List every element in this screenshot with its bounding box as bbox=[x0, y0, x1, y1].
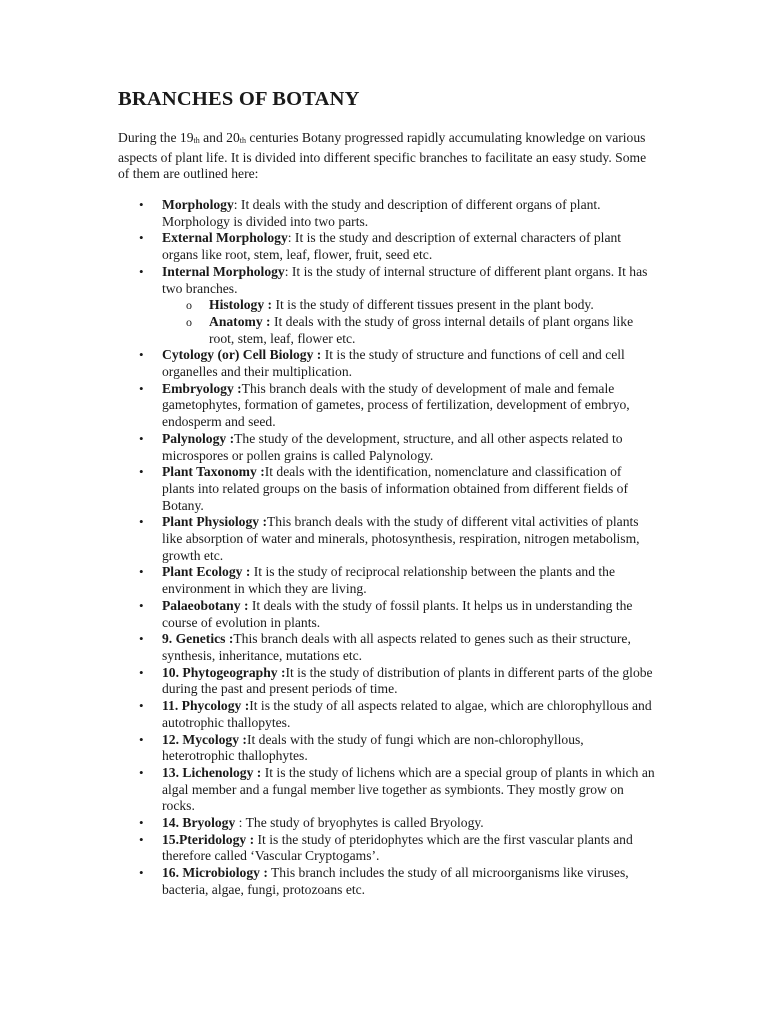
list-item bbox=[0, 765, 657, 815]
list-item bbox=[0, 264, 657, 348]
list-item bbox=[0, 665, 657, 698]
page-title: BRANCHES OF BOTANY bbox=[118, 88, 360, 110]
list-item bbox=[0, 815, 657, 832]
item-term: Palaeobotany : bbox=[162, 597, 249, 613]
item-term: 13. Lichenology : bbox=[162, 764, 262, 780]
item-term: Histology : bbox=[209, 297, 273, 313]
intro-superscript: th bbox=[239, 136, 247, 145]
item-term: Palynology : bbox=[162, 430, 235, 446]
item-desc: : It is the study of internal structure of different plant organs. It has two branches. bbox=[162, 263, 648, 296]
list-item bbox=[0, 865, 657, 898]
item-term: Internal Morphology bbox=[162, 263, 285, 279]
item-desc: It is the study of reciprocal relationship between the plants and the environment in which they are living. bbox=[162, 564, 616, 597]
item-term: Plant Physiology : bbox=[162, 514, 267, 530]
list-item bbox=[0, 197, 657, 230]
item-term: 15.Pteridology : bbox=[162, 831, 255, 847]
list-item bbox=[0, 381, 657, 431]
item-desc: It deals with the identification, nomenclature and classification of plants into related groups on the basis of information obtained from different fields of Botany. bbox=[162, 464, 628, 513]
list-item bbox=[0, 832, 657, 865]
item-desc: It deals with the study of gross internal details of plant organs like root, stem, leaf, flower etc. bbox=[209, 313, 634, 346]
list-item bbox=[0, 631, 657, 664]
intro-text: During the 19 bbox=[118, 130, 194, 145]
list-item bbox=[0, 431, 657, 464]
item-desc: This branch deals with all aspects related to genes such as their structure, synthesis, inheritance, mutations etc. bbox=[162, 631, 631, 663]
item-term: External Morphology bbox=[162, 230, 288, 246]
list-item bbox=[0, 514, 657, 564]
item-desc: It is the study of lichens which are a special group of plants in which an algal member and a fungal member live together as symbionts. They mostly grow on rocks. bbox=[162, 764, 655, 814]
list-item bbox=[0, 230, 657, 263]
item-term: Plant Taxonomy : bbox=[162, 464, 265, 480]
item-desc: It is the study of pteridophytes which are the first vascular plants and therefore called ‘Vascular Cryptogams’. bbox=[162, 831, 633, 864]
branch-list bbox=[0, 197, 768, 899]
item-term: 9. Genetics : bbox=[162, 631, 234, 647]
item-desc: : It deals with the study and description of different organs of plant. Morphology is divided into two parts. bbox=[162, 197, 601, 229]
item-desc: The study of the development, structure, and all other aspects related to microspores or pollen grains is called Palynology. bbox=[162, 430, 623, 463]
item-desc: This branch deals with the study of development of male and female gametophytes, formation of gametes, process of fertilization, development of embryo, endosperm and seed. bbox=[162, 380, 630, 430]
item-term: 14. Bryology bbox=[162, 815, 236, 831]
item-desc: : The study of bryophytes is called Bryology. bbox=[235, 815, 484, 831]
sub-list-item bbox=[162, 314, 657, 347]
item-term: Embryology : bbox=[162, 380, 242, 396]
intro-text: and 20 bbox=[199, 130, 240, 145]
list-item bbox=[0, 732, 657, 765]
item-term: 16. Microbiology : bbox=[162, 865, 268, 881]
item-desc: This branch includes the study of all microorganisms like viruses, bacteria, algae, fungi, protozoans etc. bbox=[162, 865, 629, 897]
item-desc: : It is the study and description of external characters of plant organs like root, stem, leaf, flower, fruit, seed etc. bbox=[162, 230, 622, 263]
item-term: 11. Phycology : bbox=[162, 698, 250, 714]
item-term: 12. Mycology : bbox=[162, 731, 247, 747]
list-item bbox=[0, 464, 657, 514]
intro-text: centuries Botany progressed rapidly accumulating knowledge on various aspects of plant life. It is divided into different specific branches to facilitate an easy study. Some of them are outlined here: bbox=[118, 130, 647, 182]
item-term: Anatomy : bbox=[209, 313, 271, 329]
sub-list-item bbox=[162, 297, 657, 314]
item-desc: It is the study of all aspects related to algae, which are chlorophyllous and autotrophic thallopytes. bbox=[162, 698, 652, 730]
item-desc: It is the study of distribution of plants in different parts of the globe during the past and present periods of time. bbox=[162, 664, 653, 697]
list-item bbox=[0, 564, 657, 597]
item-desc: It deals with the study of fungi which are non-chlorophyllous, heterotrophic thallophytes. bbox=[162, 731, 584, 764]
list-item bbox=[0, 698, 657, 731]
item-desc: This branch deals with the study of different vital activities of plants like absorption of water and minerals, photosynthesis, respiration, nitrogen metabolism, growth etc. bbox=[162, 514, 640, 563]
item-term: 10. Phytogeography : bbox=[162, 664, 286, 680]
item-desc: It is the study of structure and functions of cell and cell organelles and their multiplication. bbox=[162, 347, 625, 380]
item-term: Cytology (or) Cell Biology : bbox=[162, 347, 322, 363]
item-term: Plant Ecology : bbox=[162, 564, 251, 580]
item-desc: It is the study of different tissues present in the plant body. bbox=[272, 297, 594, 313]
intro-superscript: th bbox=[193, 136, 200, 145]
sub-list bbox=[162, 297, 657, 347]
list-item bbox=[0, 598, 657, 631]
item-term: Morphology bbox=[162, 197, 234, 212]
intro-paragraph bbox=[118, 130, 658, 183]
list-item bbox=[0, 347, 657, 380]
item-desc: It deals with the study of fossil plants. It helps us in understanding the course of evolution in plants. bbox=[162, 597, 633, 630]
